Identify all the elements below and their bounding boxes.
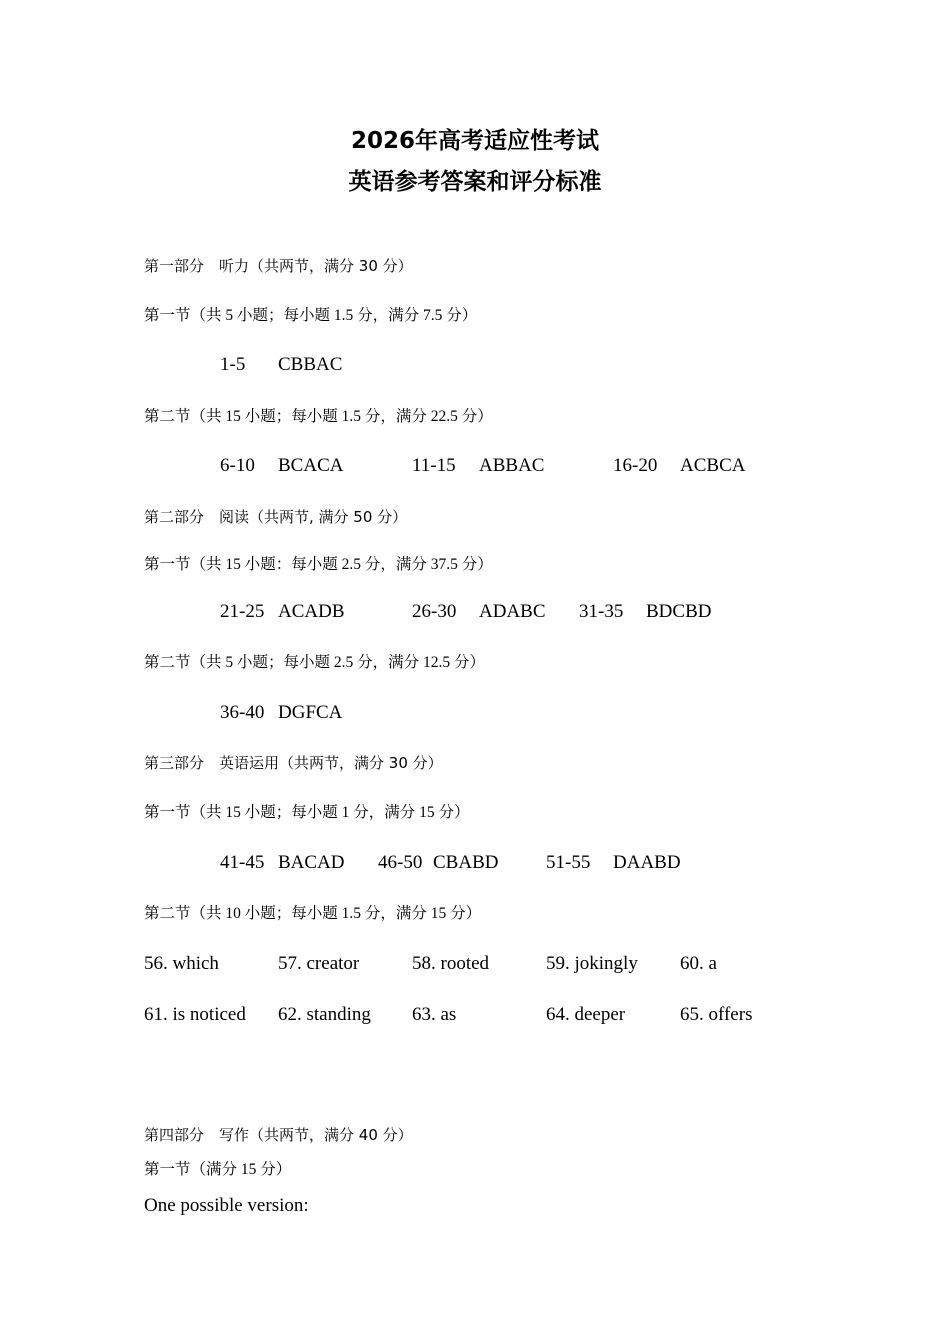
answer-row [0, 851, 950, 875]
part-1-heading: 第一部分 听力（共两节，满分 30 分） [144, 257, 413, 275]
part-2-heading: 第二部分 阅读（共两节, 满分 50 分） [144, 508, 408, 526]
part-4-section-1-heading: 第一节（满分 15 分） [144, 1161, 292, 1178]
answer-range: 16-20 [613, 455, 658, 476]
answer-row [0, 701, 950, 725]
answer-letters: ADABC [479, 601, 546, 622]
answer-range: 21-25 [220, 601, 265, 622]
answer-range: 36-40 [220, 702, 265, 723]
fill-answer: 64. deeper [546, 1004, 626, 1025]
answer-range: 6-10 [220, 455, 255, 476]
answer-row [0, 600, 950, 624]
answer-letters: ABBAC [479, 455, 545, 476]
answer-row [0, 952, 950, 976]
sample-intro: One possible version: [144, 1195, 309, 1216]
part-2-section-2-heading: 第二节（共 5 小题；每小题 2.5 分，满分 12.5 分） [144, 654, 486, 671]
answer-letters: DAABD [613, 852, 681, 873]
document-subtitle: 英语参考答案和评分标准 [348, 169, 602, 195]
part-3-section-1-heading: 第一节（共 15 小题；每小题 1 分，满分 15 分） [144, 804, 470, 821]
answer-letters: ACBCA [680, 455, 746, 476]
fill-answer: 63. as [412, 1004, 457, 1025]
fill-answer: 62. standing [278, 1004, 371, 1025]
part-1-section-2-heading: 第二节（共 15 小题；每小题 1.5 分，满分 22.5 分） [144, 408, 493, 425]
answer-letters: DGFCA [278, 702, 343, 723]
answer-letters: BDCBD [646, 601, 712, 622]
fill-answer: 56. which [144, 953, 219, 974]
answer-letters: ACADB [278, 601, 345, 622]
answer-range: 46-50 [378, 852, 423, 873]
part-3-heading: 第三部分 英语运用（共两节，满分 30 分） [144, 754, 443, 772]
fill-answer: 58. rooted [412, 953, 490, 974]
part-2-section-1-heading: 第一节（共 15 小题：每小题 2.5 分，满分 37.5 分） [144, 556, 493, 573]
answer-range: 26-30 [412, 601, 457, 622]
fill-answer: 60. a [680, 953, 717, 974]
part-4-heading: 第四部分 写作（共两节，满分 40 分） [144, 1126, 413, 1144]
answer-range: 1-5 [220, 354, 246, 375]
document-title: 2026年高考适应性考试 [350, 128, 599, 154]
answer-range: 41-45 [220, 852, 265, 873]
answer-range: 11-15 [412, 455, 456, 476]
answer-letters: CBABD [433, 852, 499, 873]
fill-answer: 57. creator [278, 953, 360, 974]
answer-letters: BCACA [278, 455, 344, 476]
answer-letters: BACAD [278, 852, 345, 873]
part-3-section-2-heading: 第二节（共 10 小题；每小题 1.5 分，满分 15 分） [144, 905, 482, 922]
part-1-section-1-heading: 第一节（共 5 小题；每小题 1.5 分，满分 7.5 分） [144, 307, 478, 324]
answer-range: 51-55 [546, 852, 591, 873]
answer-row [0, 454, 950, 478]
answer-row [0, 1003, 950, 1027]
fill-answer: 61. is noticed [144, 1004, 246, 1025]
answer-letters: CBBAC [278, 354, 343, 375]
fill-answer: 65. offers [680, 1004, 753, 1025]
answer-range: 31-35 [579, 601, 624, 622]
fill-answer: 59. jokingly [546, 953, 638, 974]
answer-row [0, 353, 950, 377]
